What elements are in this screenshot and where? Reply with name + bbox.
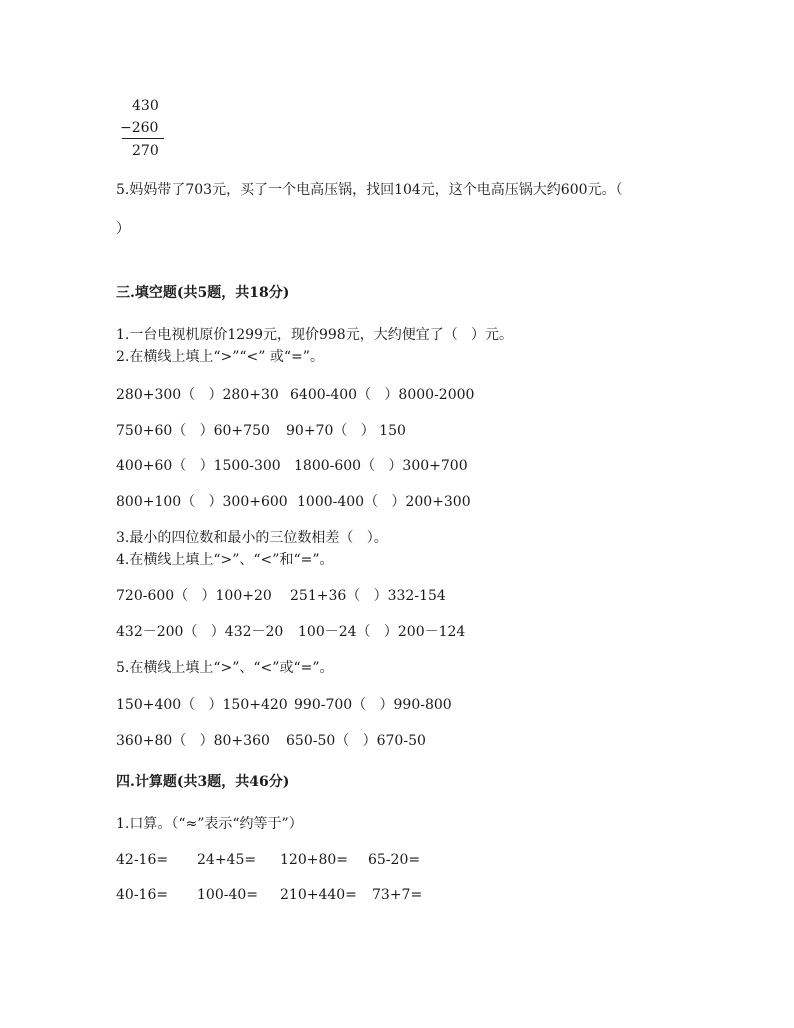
mental-math-item: 40-16= xyxy=(116,887,169,903)
compare-right: 251+36（ ）332-154 xyxy=(290,588,446,604)
judge-question-5-close: ） xyxy=(116,221,130,237)
compare-left: 432－200（ ）432－20 xyxy=(116,624,284,640)
compare-left: 800+100（ ）300+600 xyxy=(116,494,288,510)
mental-math-item: 120+80= xyxy=(280,852,348,868)
compare-right: 650-50（ ）670-50 xyxy=(286,733,426,749)
vertical-subtrahend: −260 xyxy=(120,120,159,136)
compare-left: 400+60（ ）1500-300 xyxy=(116,458,281,474)
fill-question-3: 3.最小的四位数和最小的三位数相差（ ）。 xyxy=(116,530,388,546)
compare-right: 1000-400（ ）200+300 xyxy=(297,494,471,510)
compare-left: 280+300（ ）280+30 xyxy=(116,387,279,403)
mental-math-item: 73+7= xyxy=(372,887,423,903)
mental-math-item: 42-16= xyxy=(116,852,169,868)
compare-left: 150+400（ ）150+420 xyxy=(116,697,288,713)
compare-right: 100－24（ ）200－124 xyxy=(298,624,466,640)
compare-left: 750+60（ ）60+750 xyxy=(116,423,270,439)
mental-math-item: 24+45= xyxy=(197,852,257,868)
mental-math-item: 210+440= xyxy=(280,887,357,903)
judge-question-5: 5.妈妈带了703元，买了一个电高压锅，找回104元，这个电高压锅大约600元。（ xyxy=(116,182,623,198)
fill-question-5: 5.在横线上填上“>”、“<”或“=”。 xyxy=(116,660,334,676)
calc-question-1: 1.口算。（“≈”表示“约等于”） xyxy=(116,816,303,832)
compare-right: 6400-400（ ）8000-2000 xyxy=(290,387,475,403)
vertical-rule xyxy=(122,138,164,139)
mental-math-item: 65-20= xyxy=(368,852,421,868)
vertical-top-number: 430 xyxy=(132,98,159,114)
mental-math-item: 100-40= xyxy=(197,887,258,903)
compare-left: 720-600（ ）100+20 xyxy=(116,588,272,604)
compare-right: 990-700（ ）990-800 xyxy=(294,697,452,713)
fill-question-1: 1.一台电视机原价1299元，现价998元，大约便宜了（ ）元。 xyxy=(116,327,514,343)
vertical-result: 270 xyxy=(132,143,159,159)
compare-left: 360+80（ ）80+360 xyxy=(116,733,270,749)
compare-right: 1800-600（ ）300+700 xyxy=(294,458,468,474)
section-3-title: 三.填空题(共5题，共18分) xyxy=(116,285,290,301)
fill-question-2: 2.在横线上填上“>”“<” 或“=”。 xyxy=(116,349,324,365)
compare-right: 90+70（ ） 150 xyxy=(286,423,406,439)
section-4-title: 四.计算题(共3题，共46分) xyxy=(116,774,290,790)
fill-question-4: 4.在横线上填上“>”、“<”和“=”。 xyxy=(116,552,334,568)
